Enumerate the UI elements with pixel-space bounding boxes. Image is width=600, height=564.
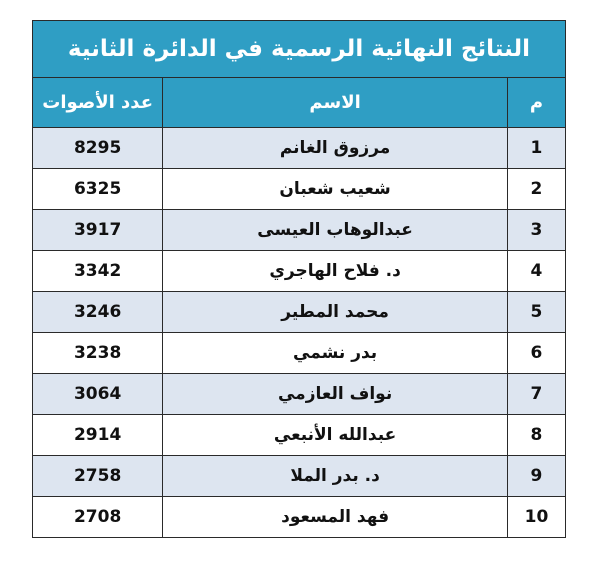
candidate-name: محمد المطير — [163, 292, 508, 333]
table-row — [33, 292, 566, 333]
row-number: 4 — [507, 251, 565, 292]
row-number: 2 — [507, 169, 565, 210]
row-number: 6 — [507, 333, 565, 374]
vote-count: 3342 — [33, 251, 163, 292]
vote-count: 3917 — [33, 210, 163, 251]
candidate-name: بدر نشمي — [163, 333, 508, 374]
row-number: 5 — [507, 292, 565, 333]
vote-count: 3064 — [33, 374, 163, 415]
vote-count: 2708 — [33, 497, 163, 538]
vote-count: 8295 — [33, 128, 163, 169]
header-number: م — [507, 78, 565, 128]
table-row — [33, 169, 566, 210]
header-votes: عدد الأصوات — [33, 78, 163, 128]
row-number: 1 — [507, 128, 565, 169]
vote-count: 2914 — [33, 415, 163, 456]
candidate-name: د. بدر الملا — [163, 456, 508, 497]
row-number: 9 — [507, 456, 565, 497]
vote-count: 3246 — [33, 292, 163, 333]
results-table-container — [32, 20, 566, 538]
vote-count: 3238 — [33, 333, 163, 374]
row-number: 7 — [507, 374, 565, 415]
table-title: النتائج النهائية الرسمية في الدائرة الثانية — [33, 21, 566, 78]
candidate-name: عبدالله الأنبعي — [163, 415, 508, 456]
table-row — [33, 333, 566, 374]
results-table — [32, 20, 566, 538]
vote-count: 6325 — [33, 169, 163, 210]
candidate-name: مرزوق الغانم — [163, 128, 508, 169]
candidate-name: فهد المسعود — [163, 497, 508, 538]
table-row — [33, 374, 566, 415]
row-number: 3 — [507, 210, 565, 251]
row-number: 10 — [507, 497, 565, 538]
table-row — [33, 456, 566, 497]
table-row — [33, 210, 566, 251]
candidate-name: نواف العازمي — [163, 374, 508, 415]
header-name: الاسم — [163, 78, 508, 128]
candidate-name: عبدالوهاب العيسى — [163, 210, 508, 251]
table-row — [33, 415, 566, 456]
row-number: 8 — [507, 415, 565, 456]
candidate-name: شعيب شعبان — [163, 169, 508, 210]
vote-count: 2758 — [33, 456, 163, 497]
table-row — [33, 497, 566, 538]
table-row — [33, 251, 566, 292]
candidate-name: د. فلاح الهاجري — [163, 251, 508, 292]
table-row — [33, 128, 566, 169]
